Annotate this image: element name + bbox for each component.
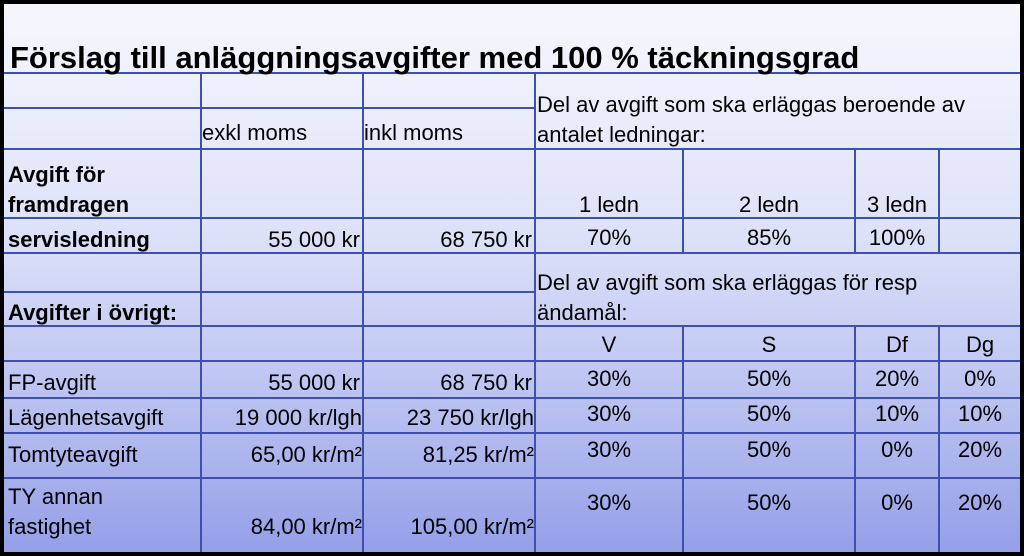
row-ty-v: 30% [586, 490, 632, 515]
row-tomt-inkl: 81,25 kr/m² [422, 442, 534, 467]
row-tomt-df: 0% [881, 437, 913, 462]
ledn-1: 1 ledn [579, 192, 639, 217]
row-ty-s: 50% [746, 490, 792, 515]
ovrigt-label: Avgifter i övrigt: [8, 300, 178, 325]
header-del-ledningar-line2: antalet ledningar: [537, 122, 706, 147]
row-lgh-s: 50% [746, 401, 792, 426]
ledn-2: 2 ledn [739, 192, 799, 217]
row-lgh-exkl: 19 000 kr/lgh [234, 405, 362, 430]
header-del-ledningar-line1: Del av avgift som ska erläggas beroende av [537, 92, 966, 117]
ledn-2-percent: 85% [746, 225, 792, 250]
ledn-1-percent: 70% [586, 225, 632, 250]
col-df: Df [886, 332, 908, 357]
row-fp-label: FP-avgift [8, 370, 97, 395]
grid-line [534, 72, 536, 552]
col-v: V [601, 332, 617, 357]
ledn-3-percent: 100% [868, 225, 926, 250]
row-tomt-s: 50% [746, 437, 792, 462]
servis-label-line1: Avgift för [8, 162, 105, 187]
row-lgh-v: 30% [586, 401, 632, 426]
row-ty-label-line2: fastighet [8, 514, 92, 539]
servis-label-line3: servisledning [8, 227, 150, 252]
header-inkl-moms: inkl moms [364, 120, 464, 145]
servis-inkl: 68 750 kr [440, 227, 532, 252]
row-tomt-label: Tomtyteavgift [8, 442, 138, 467]
row-fp-v: 30% [586, 366, 632, 391]
row-fp-s: 50% [746, 366, 792, 391]
grid-line [4, 360, 1020, 362]
grid-line [4, 291, 536, 293]
header-del-andamal-line2: ändamål: [537, 300, 628, 325]
header-del-andamal-line1: Del av avgift som ska erläggas för resp [537, 270, 918, 295]
row-fp-exkl: 55 000 kr [268, 370, 360, 395]
row-tomt-exkl: 65,00 kr/m² [250, 442, 362, 467]
row-fp-dg: 0% [964, 366, 996, 391]
grid-line [4, 477, 1020, 479]
ledn-3: 3 ledn [867, 192, 927, 217]
header-exkl-moms: exkl moms [202, 120, 308, 145]
row-fp-df: 20% [874, 366, 920, 391]
row-ty-label-line1: TY annan [8, 484, 104, 509]
row-lgh-dg: 10% [957, 401, 1003, 426]
servis-label-line2: framdragen [8, 192, 130, 217]
col-s: S [761, 332, 777, 357]
slide [4, 4, 1020, 552]
grid-line [4, 148, 1020, 150]
row-ty-dg: 20% [957, 490, 1003, 515]
row-ty-exkl: 84,00 kr/m² [250, 514, 362, 539]
row-fp-inkl: 68 750 kr [440, 370, 532, 395]
col-dg: Dg [965, 332, 995, 357]
servis-exkl: 55 000 kr [268, 227, 360, 252]
row-tomt-v: 30% [586, 437, 632, 462]
row-lgh-inkl: 23 750 kr/lgh [406, 405, 534, 430]
row-lgh-label: Lägenhetsavgift [8, 405, 164, 430]
row-ty-df: 0% [881, 490, 913, 515]
row-lgh-df: 10% [874, 401, 920, 426]
row-ty-inkl: 105,00 kr/m² [410, 514, 534, 539]
row-tomt-dg: 20% [957, 437, 1003, 462]
grid-line [4, 107, 536, 109]
page-title: Förslag till anläggningsavgifter med 100 % täckningsgrad [10, 40, 860, 75]
grid-line [938, 148, 940, 252]
